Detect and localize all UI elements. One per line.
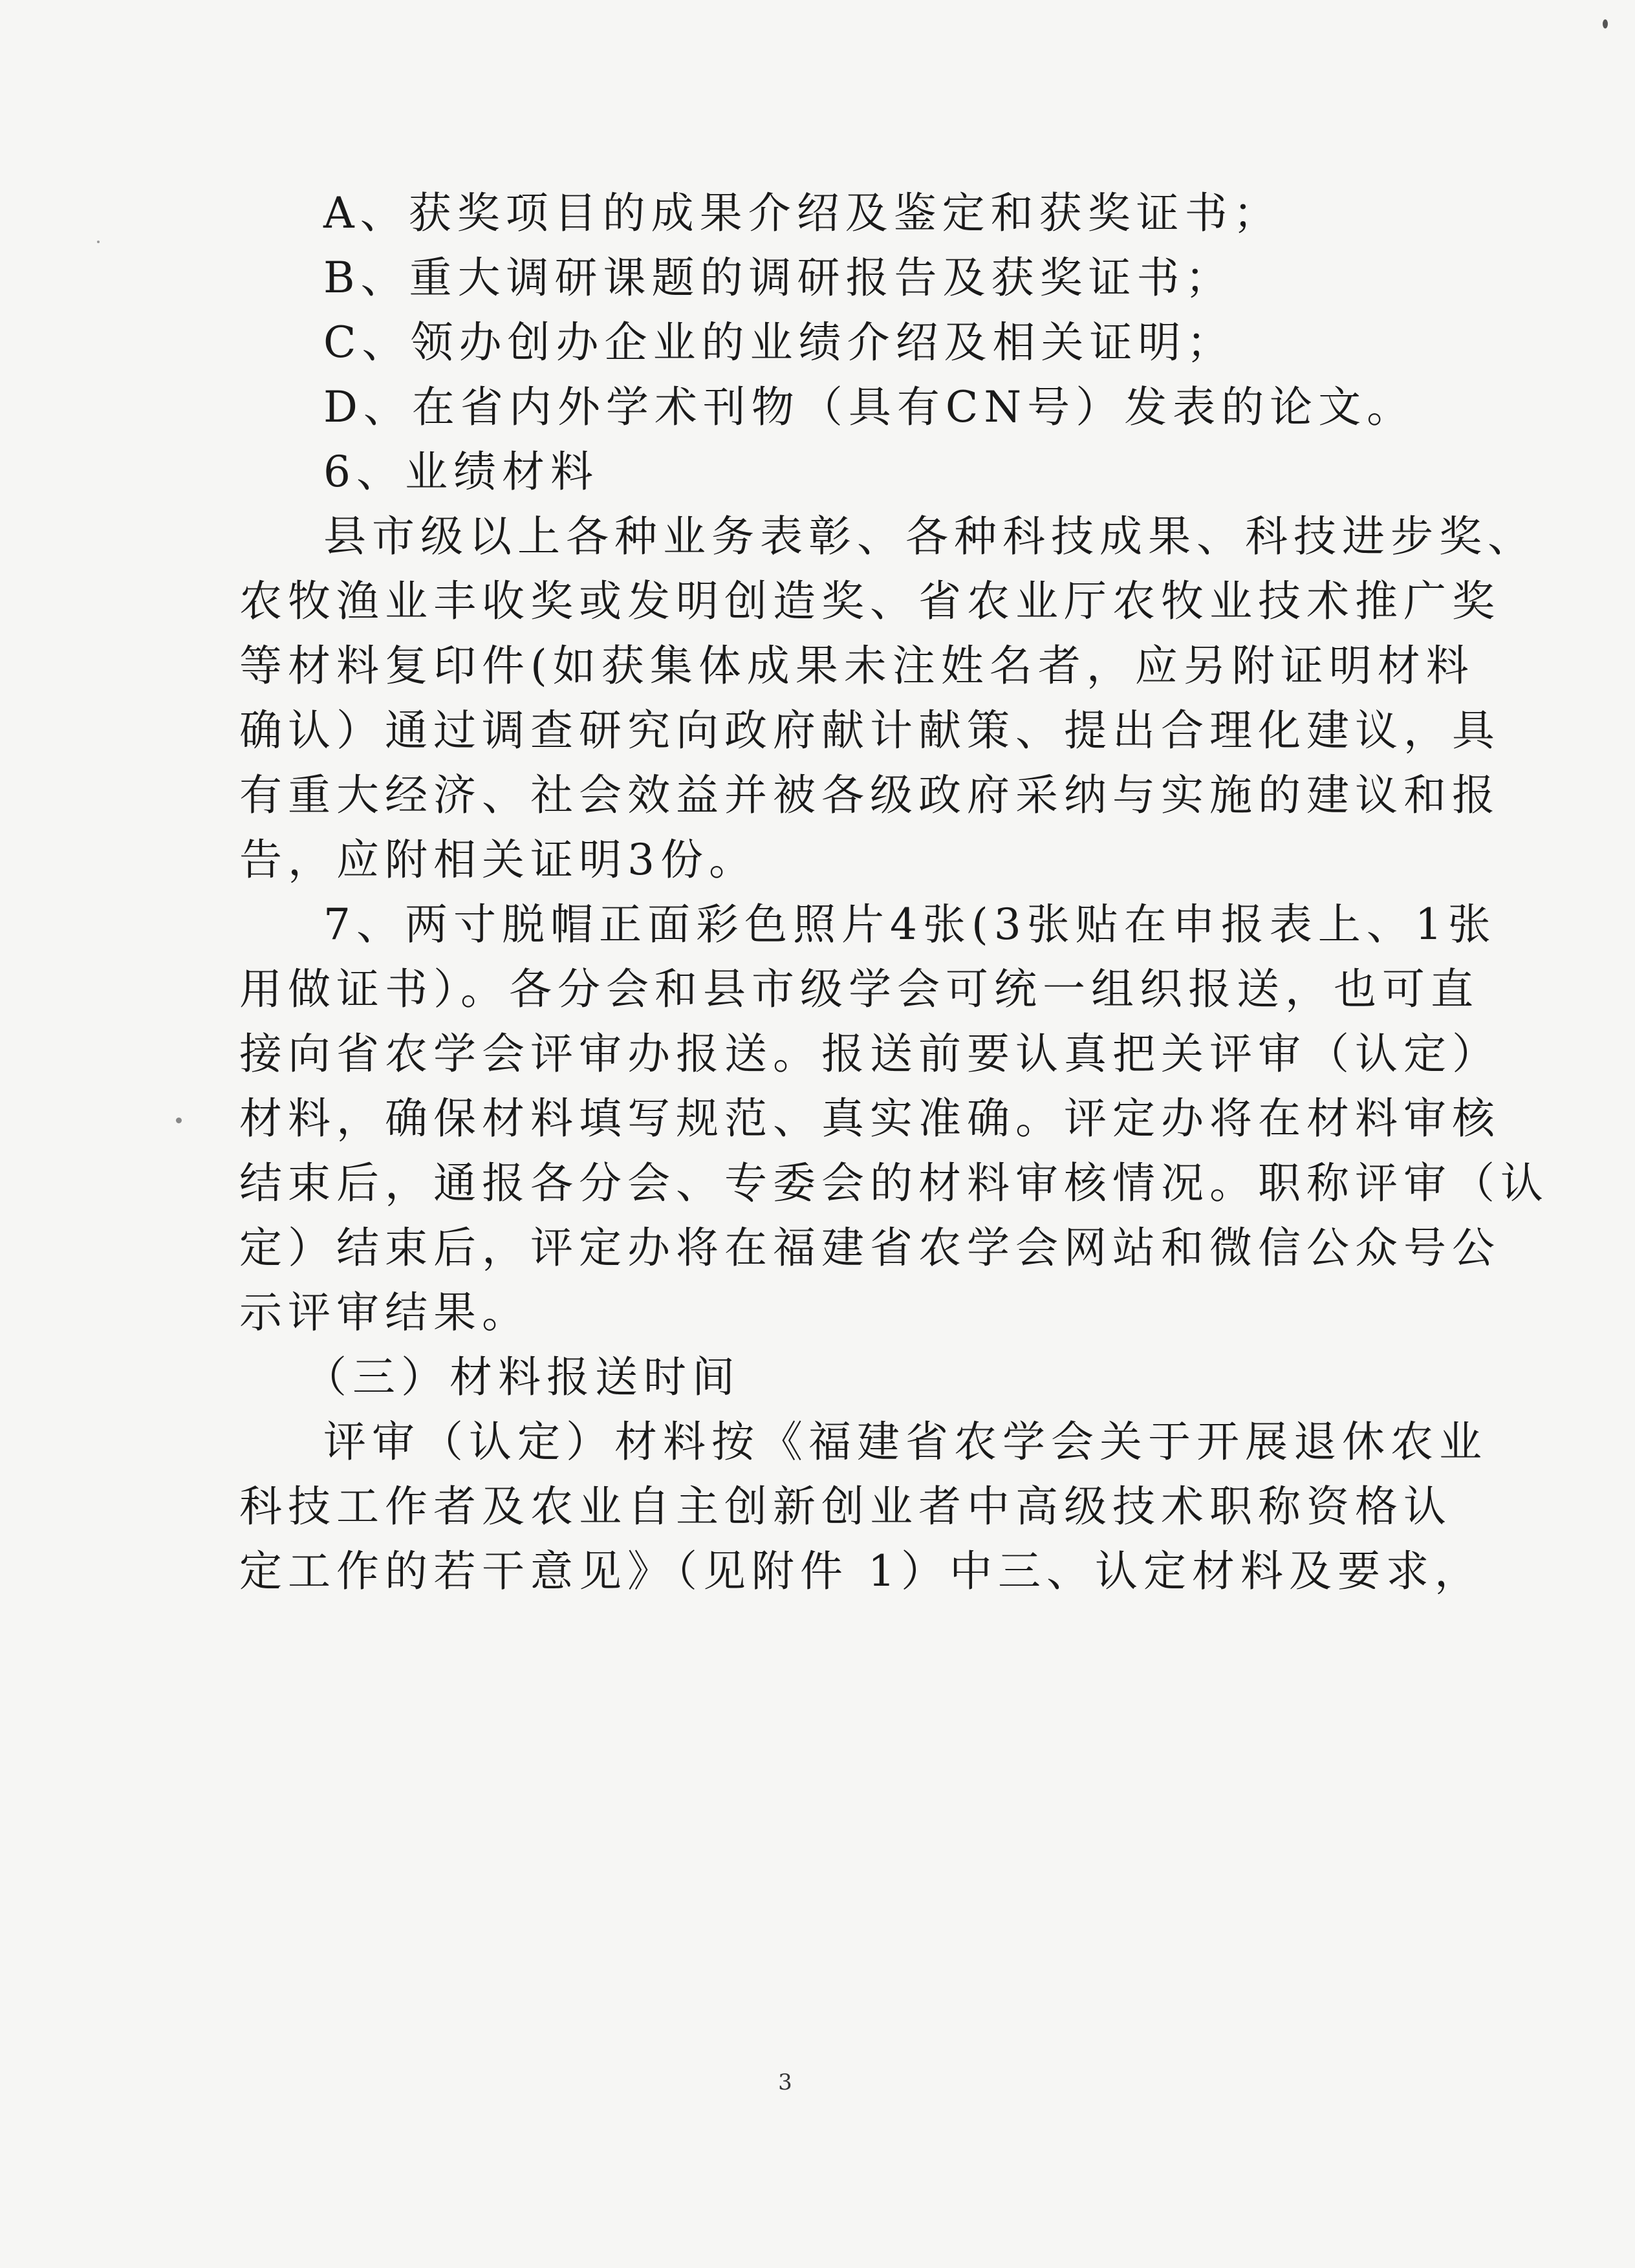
text-line: A、获奖项目的成果介绍及鉴定和获奖证书； xyxy=(323,188,1282,238)
text-line: 科技工作者及农业自主创新创业者中高级技术职称资格认 xyxy=(239,1482,1452,1531)
text-line: 农牧渔业丰收奖或发明创造奖、省农业厅农牧业技术推广奖 xyxy=(239,576,1500,626)
text-line: 6、业绩材料 xyxy=(323,447,599,497)
text-line: 材料，确保材料填写规范、真实准确。评定办将在材料审核 xyxy=(239,1094,1500,1143)
text-line: 结束后，通报各分会、专委会的材料审核情况。职称评审（认 xyxy=(239,1158,1549,1208)
text-line: 评审（认定）材料按《福建省农学会关于开展退休农业 xyxy=(323,1417,1488,1467)
text-line: 7、两寸脱帽正面彩色照片4张(3张贴在申报表上、1张 xyxy=(323,900,1497,949)
text-line: 示评审结果。 xyxy=(239,1288,530,1337)
text-line: 有重大经济、社会效益并被各级政府采纳与实施的建议和报 xyxy=(239,770,1500,820)
text-line: 确认）通过调查研究向政府献计献策、提出合理化建议，具 xyxy=(239,706,1500,755)
text-line: D、在省内外学术刊物（具有CN号）发表的论文。 xyxy=(323,382,1416,432)
text-line: C、领办创办企业的业绩介绍及相关证明； xyxy=(323,318,1235,367)
document-body xyxy=(239,181,1549,1604)
text-line: 接向省农学会评审办报送。报送前要认真把关评审（认定） xyxy=(239,1029,1500,1079)
text-line: 定）结束后，评定办将在福建省农学会网站和微信公众号公 xyxy=(239,1223,1500,1273)
text-line: 用做证书）。各分会和县市级学会可统一组织报送，也可直 xyxy=(239,964,1479,1014)
scan-speck xyxy=(97,241,100,243)
page-number: 3 xyxy=(778,2069,792,2095)
text-line: B、重大调研课题的调研报告及获奖证书； xyxy=(323,253,1234,303)
text-line: 告，应附相关证明3份。 xyxy=(239,835,757,885)
text-line: 等材料复印件(如获集体成果未注姓名者，应另附证明材料 xyxy=(239,641,1475,691)
text-line: 定工作的若干意见》（见附件 1）中三、认定材料及要求， xyxy=(239,1546,1483,1596)
text-line: 县市级以上各种业务表彰、各种科技成果、科技进步奖、 xyxy=(323,512,1536,561)
text-line: （三）材料报送时间 xyxy=(304,1352,741,1402)
scan-speck xyxy=(1603,19,1608,28)
scan-speck xyxy=(176,1118,182,1123)
